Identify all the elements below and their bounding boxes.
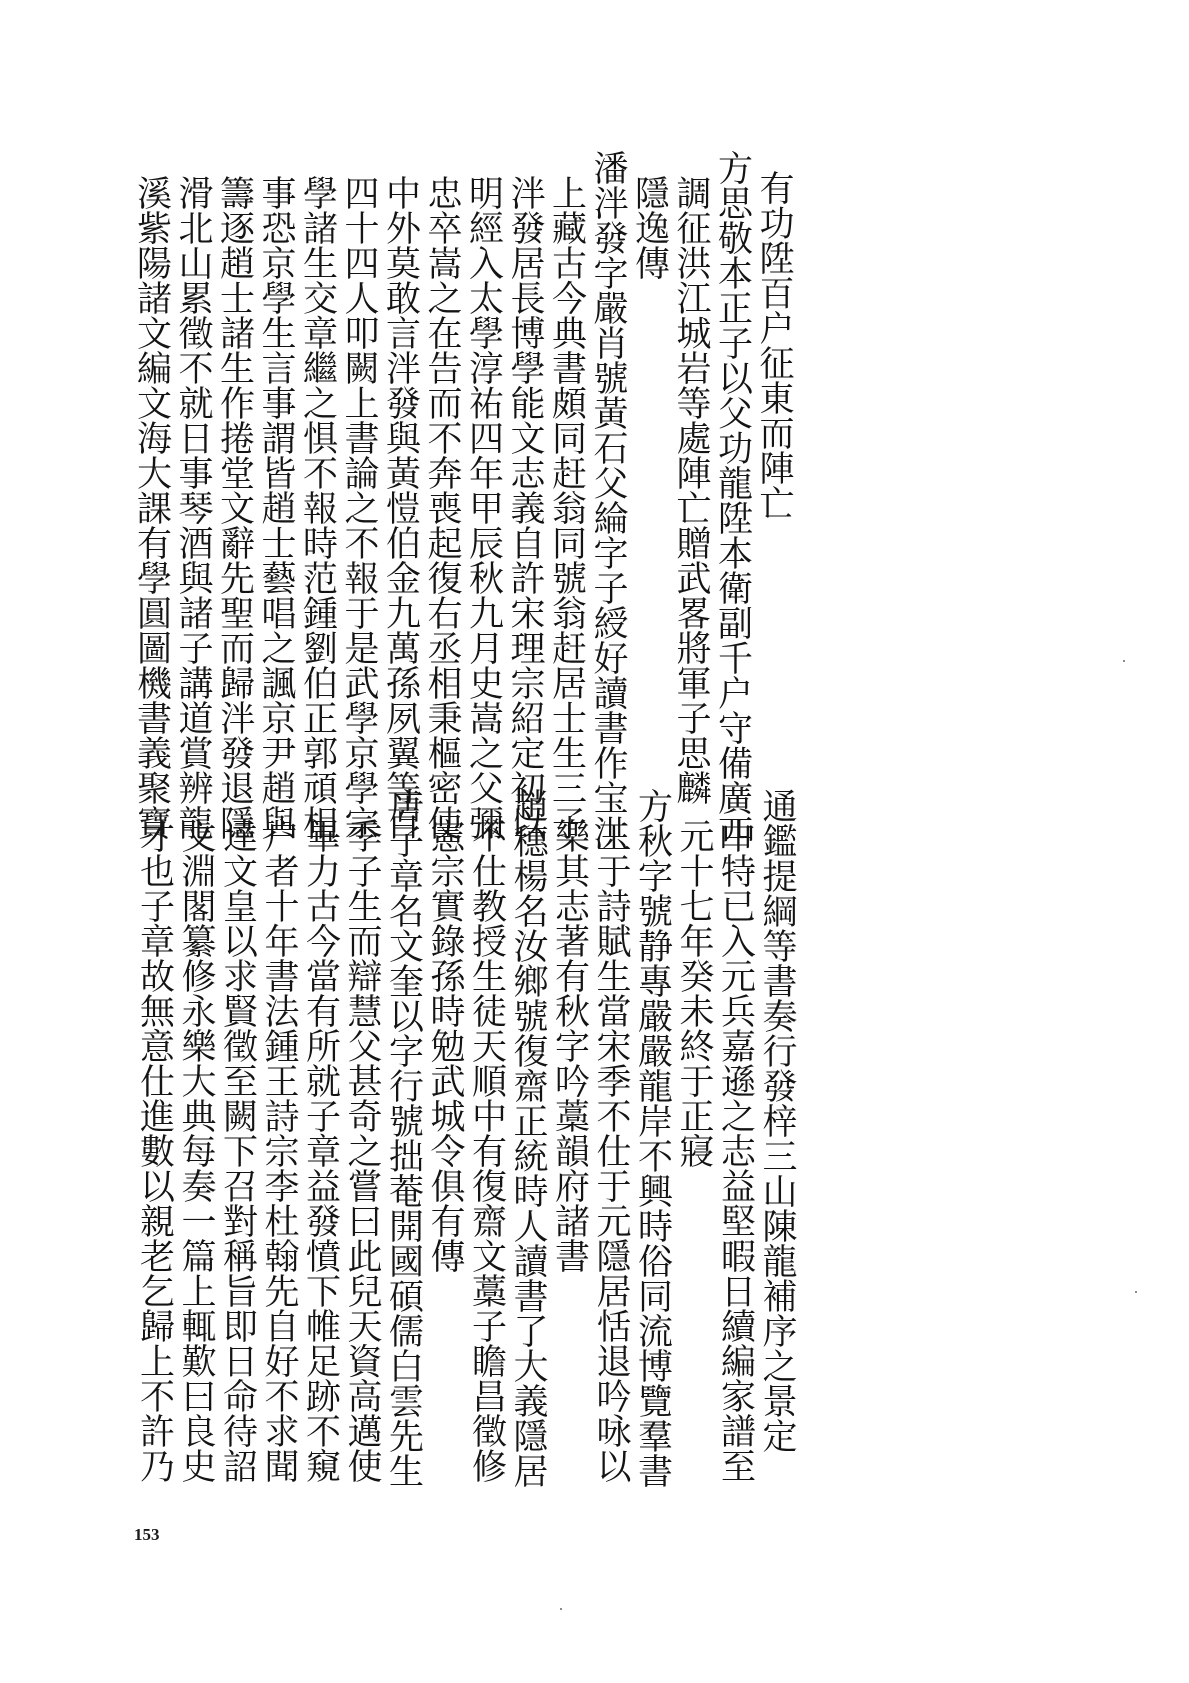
text-column: 元十七年癸未終于正寢 bbox=[674, 818, 714, 1168]
text-column: 隱逸傳 bbox=[629, 175, 670, 280]
text-column: 季子生而辯慧父甚奇之嘗曰此兒天資高邁使 bbox=[342, 818, 382, 1483]
text-column: 方思敬本正子以父功龍陞本衛副千户守備廣西 bbox=[712, 150, 753, 850]
text-column: 趙穗楊名汝鄉號復齋正統時人讀書了大義隱居 bbox=[508, 788, 548, 1488]
text-column: 忠卒嵩之在告而不奔喪起復右丞相秉樞密使 bbox=[422, 175, 462, 840]
upper-text-block bbox=[0, 150, 1189, 850]
text-column: 上藏古今典書頗同赶翁同號翁赶居士生三子 bbox=[546, 175, 587, 840]
text-column: 潘泮發字嚴肖號黃石父綸字子綬好讀書作宝洪 bbox=[588, 150, 628, 850]
text-column: 泮發居長博學能文志義自許宋理宗紹定初以 bbox=[505, 175, 545, 840]
text-column: 中外莫敢言泮發與黃愷伯金九萬孫夙翼等百 bbox=[380, 175, 421, 840]
text-column: 工于詩賦生當宋季不仕于元隱居恬退吟咏以 bbox=[591, 818, 631, 1483]
lower-text-block bbox=[0, 788, 1189, 1488]
text-column: 調征洪江城岩等處陣亡贈武畧將軍子思麟 bbox=[671, 175, 711, 805]
text-column: 事恐京學生言事謂皆趙士藝唱之諷京尹趙與 bbox=[256, 175, 296, 840]
text-column: 中特已入元兵嘉遜之志益堅暇日續編家譜至 bbox=[715, 818, 756, 1483]
text-column: 憲宗實錄孫時勉武城令俱有傳 bbox=[425, 818, 465, 1273]
text-column: 滑北山累徵不就日事琴酒與諸子講道賞辨龍 bbox=[173, 175, 213, 840]
text-column: 方秋字號静專嚴嚴龍岸不興時俗同流博覽羣書 bbox=[632, 788, 673, 1488]
text-column: 明經入太學淳祐四年甲辰秋九月史嵩之父彌 bbox=[463, 175, 504, 840]
text-column: 溪紫陽諸文編文海大課有學圓圖機書義聚寶 bbox=[131, 175, 172, 840]
text-column: 畢力古今當有所就子章益發憤下帷足跡不窺 bbox=[300, 818, 341, 1483]
text-column: 通鑑提綱等書奏行發梓三山陳龍補序之景定 bbox=[757, 788, 797, 1453]
text-column: 唐子章名文奎以字行號拙菴開國碩儒白雲先生 bbox=[383, 788, 424, 1488]
page-number: 153 bbox=[134, 1525, 160, 1544]
text-column: 籌逐趙士諸生作捲堂文辭先聖而歸泮發退隱 bbox=[214, 175, 255, 840]
scan-speck bbox=[1123, 660, 1125, 662]
scan-speck bbox=[1135, 1291, 1137, 1293]
text-column: 才也子章故無意仕進數以親老乞歸上不許乃 bbox=[134, 818, 175, 1483]
text-column: 文淵閣纂修永樂大典每奏一篇上輒歎曰良史 bbox=[176, 818, 216, 1483]
text-column: 學諸生交章繼之惧不報時范鍾劉伯正郭頑相 bbox=[297, 175, 338, 840]
text-column: 四十四人叩闕上書論之不報于是武學京學宗 bbox=[339, 175, 379, 840]
text-column: 達文皇以求賢徵至闕下召對稱旨即日命待詔 bbox=[217, 818, 258, 1483]
text-column: 不仕教授生徒天順中有復齋文藁子瞻昌徵修 bbox=[466, 818, 507, 1483]
text-column: 户者十年書法鍾王詩宗李杜翰先自好不求聞 bbox=[259, 818, 299, 1483]
text-column: 有功陞百户征東而陣亡 bbox=[754, 170, 794, 520]
scan-speck bbox=[560, 1608, 562, 1610]
text-column: 樂其志著有秋字吟藁韻府諸書 bbox=[549, 818, 590, 1273]
